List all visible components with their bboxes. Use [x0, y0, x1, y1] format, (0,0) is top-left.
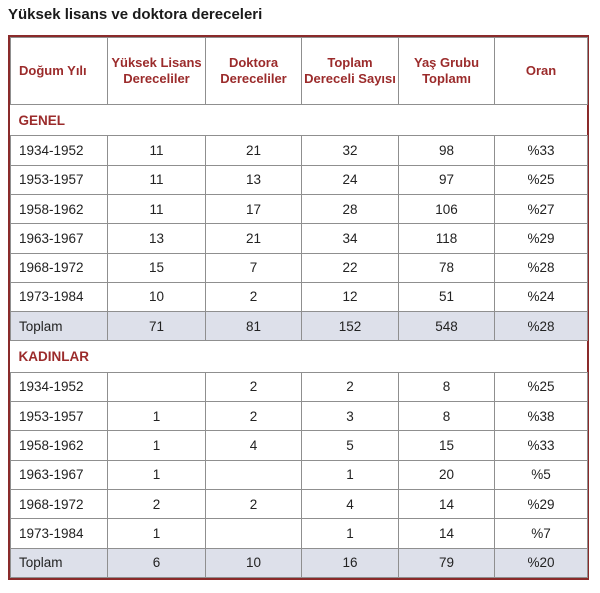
cell-birth-year: 1958-1962 — [11, 431, 108, 460]
table-row — [11, 372, 588, 401]
cell-masters: 13 — [108, 224, 206, 253]
cell-masters: 1 — [108, 402, 206, 431]
section-row-genel — [11, 105, 588, 136]
header-total-degrees: Toplam Dereceli Sayısı — [302, 38, 399, 105]
cell-total: 32 — [302, 136, 399, 165]
cell-total: 34 — [302, 224, 399, 253]
cell-total: 1 — [302, 460, 399, 489]
cell-age-group: 8 — [399, 372, 495, 401]
cell-masters: 11 — [108, 136, 206, 165]
cell-masters: 15 — [108, 253, 206, 282]
header-ratio: Oran — [495, 38, 588, 105]
cell-ratio: %5 — [495, 460, 588, 489]
cell-doctorate — [206, 519, 302, 548]
cell-age-group: 51 — [399, 282, 495, 311]
cell-doctorate: 81 — [206, 312, 302, 341]
cell-age-group: 20 — [399, 460, 495, 489]
total-row-genel — [11, 312, 588, 341]
cell-total: 4 — [302, 489, 399, 518]
cell-doctorate: 7 — [206, 253, 302, 282]
cell-masters: 1 — [108, 519, 206, 548]
page-title: Yüksek lisans ve doktora dereceleri — [8, 6, 263, 23]
cell-birth-year: 1953-1957 — [11, 165, 108, 194]
header-age-group-total: Yaş Grubu Toplamı — [399, 38, 495, 105]
cell-masters: 2 — [108, 489, 206, 518]
cell-total-label: Toplam — [11, 548, 108, 577]
table-row — [11, 489, 588, 518]
cell-doctorate — [206, 460, 302, 489]
cell-doctorate: 13 — [206, 165, 302, 194]
section-label: GENEL — [11, 105, 588, 136]
cell-age-group: 106 — [399, 194, 495, 223]
header-masters: Yüksek Lisans Dereceliler — [108, 38, 206, 105]
table-row — [11, 282, 588, 311]
cell-age-group: 14 — [399, 519, 495, 548]
degrees-table-container — [8, 35, 589, 580]
cell-masters: 11 — [108, 194, 206, 223]
table-row — [11, 519, 588, 548]
cell-birth-year: 1958-1962 — [11, 194, 108, 223]
cell-total: 22 — [302, 253, 399, 282]
cell-birth-year: 1963-1967 — [11, 224, 108, 253]
cell-masters: 71 — [108, 312, 206, 341]
cell-age-group: 79 — [399, 548, 495, 577]
header-doctorate: Doktora Dereceliler — [206, 38, 302, 105]
cell-total: 12 — [302, 282, 399, 311]
cell-ratio: %38 — [495, 402, 588, 431]
cell-age-group: 14 — [399, 489, 495, 518]
table-row — [11, 224, 588, 253]
cell-age-group: 118 — [399, 224, 495, 253]
cell-birth-year: 1953-1957 — [11, 402, 108, 431]
table-row — [11, 460, 588, 489]
cell-birth-year: 1934-1952 — [11, 372, 108, 401]
cell-age-group: 97 — [399, 165, 495, 194]
cell-age-group: 15 — [399, 431, 495, 460]
cell-ratio: %20 — [495, 548, 588, 577]
cell-birth-year: 1934-1952 — [11, 136, 108, 165]
cell-age-group: 8 — [399, 402, 495, 431]
cell-total: 24 — [302, 165, 399, 194]
table-row — [11, 253, 588, 282]
degrees-table — [10, 37, 588, 578]
cell-age-group: 98 — [399, 136, 495, 165]
cell-ratio: %28 — [495, 312, 588, 341]
cell-birth-year: 1968-1972 — [11, 489, 108, 518]
cell-ratio: %29 — [495, 224, 588, 253]
cell-doctorate: 21 — [206, 224, 302, 253]
cell-birth-year: 1973-1984 — [11, 519, 108, 548]
cell-masters: 6 — [108, 548, 206, 577]
cell-doctorate: 2 — [206, 402, 302, 431]
section-label: KADINLAR — [11, 341, 588, 372]
cell-total: 16 — [302, 548, 399, 577]
cell-ratio: %24 — [495, 282, 588, 311]
cell-doctorate: 2 — [206, 372, 302, 401]
cell-doctorate: 2 — [206, 282, 302, 311]
cell-ratio: %29 — [495, 489, 588, 518]
header-row — [11, 38, 588, 105]
cell-age-group: 78 — [399, 253, 495, 282]
table-row — [11, 165, 588, 194]
cell-doctorate: 4 — [206, 431, 302, 460]
cell-total: 5 — [302, 431, 399, 460]
cell-ratio: %33 — [495, 136, 588, 165]
cell-age-group: 548 — [399, 312, 495, 341]
cell-ratio: %27 — [495, 194, 588, 223]
cell-total: 28 — [302, 194, 399, 223]
cell-masters — [108, 372, 206, 401]
cell-total: 1 — [302, 519, 399, 548]
cell-ratio: %7 — [495, 519, 588, 548]
total-row-kadinlar — [11, 548, 588, 577]
cell-masters: 11 — [108, 165, 206, 194]
table-row — [11, 402, 588, 431]
cell-masters: 1 — [108, 460, 206, 489]
cell-doctorate: 10 — [206, 548, 302, 577]
cell-birth-year: 1973-1984 — [11, 282, 108, 311]
table-row — [11, 431, 588, 460]
cell-total-label: Toplam — [11, 312, 108, 341]
table-row — [11, 194, 588, 223]
cell-masters: 10 — [108, 282, 206, 311]
cell-total: 3 — [302, 402, 399, 431]
cell-birth-year: 1968-1972 — [11, 253, 108, 282]
header-birth-year: Doğum Yılı — [11, 38, 108, 105]
cell-ratio: %25 — [495, 165, 588, 194]
section-row-kadinlar — [11, 341, 588, 372]
table-row — [11, 136, 588, 165]
cell-masters: 1 — [108, 431, 206, 460]
cell-ratio: %33 — [495, 431, 588, 460]
cell-doctorate: 2 — [206, 489, 302, 518]
cell-ratio: %25 — [495, 372, 588, 401]
cell-doctorate: 21 — [206, 136, 302, 165]
cell-ratio: %28 — [495, 253, 588, 282]
cell-doctorate: 17 — [206, 194, 302, 223]
cell-birth-year: 1963-1967 — [11, 460, 108, 489]
cell-total: 2 — [302, 372, 399, 401]
cell-total: 152 — [302, 312, 399, 341]
